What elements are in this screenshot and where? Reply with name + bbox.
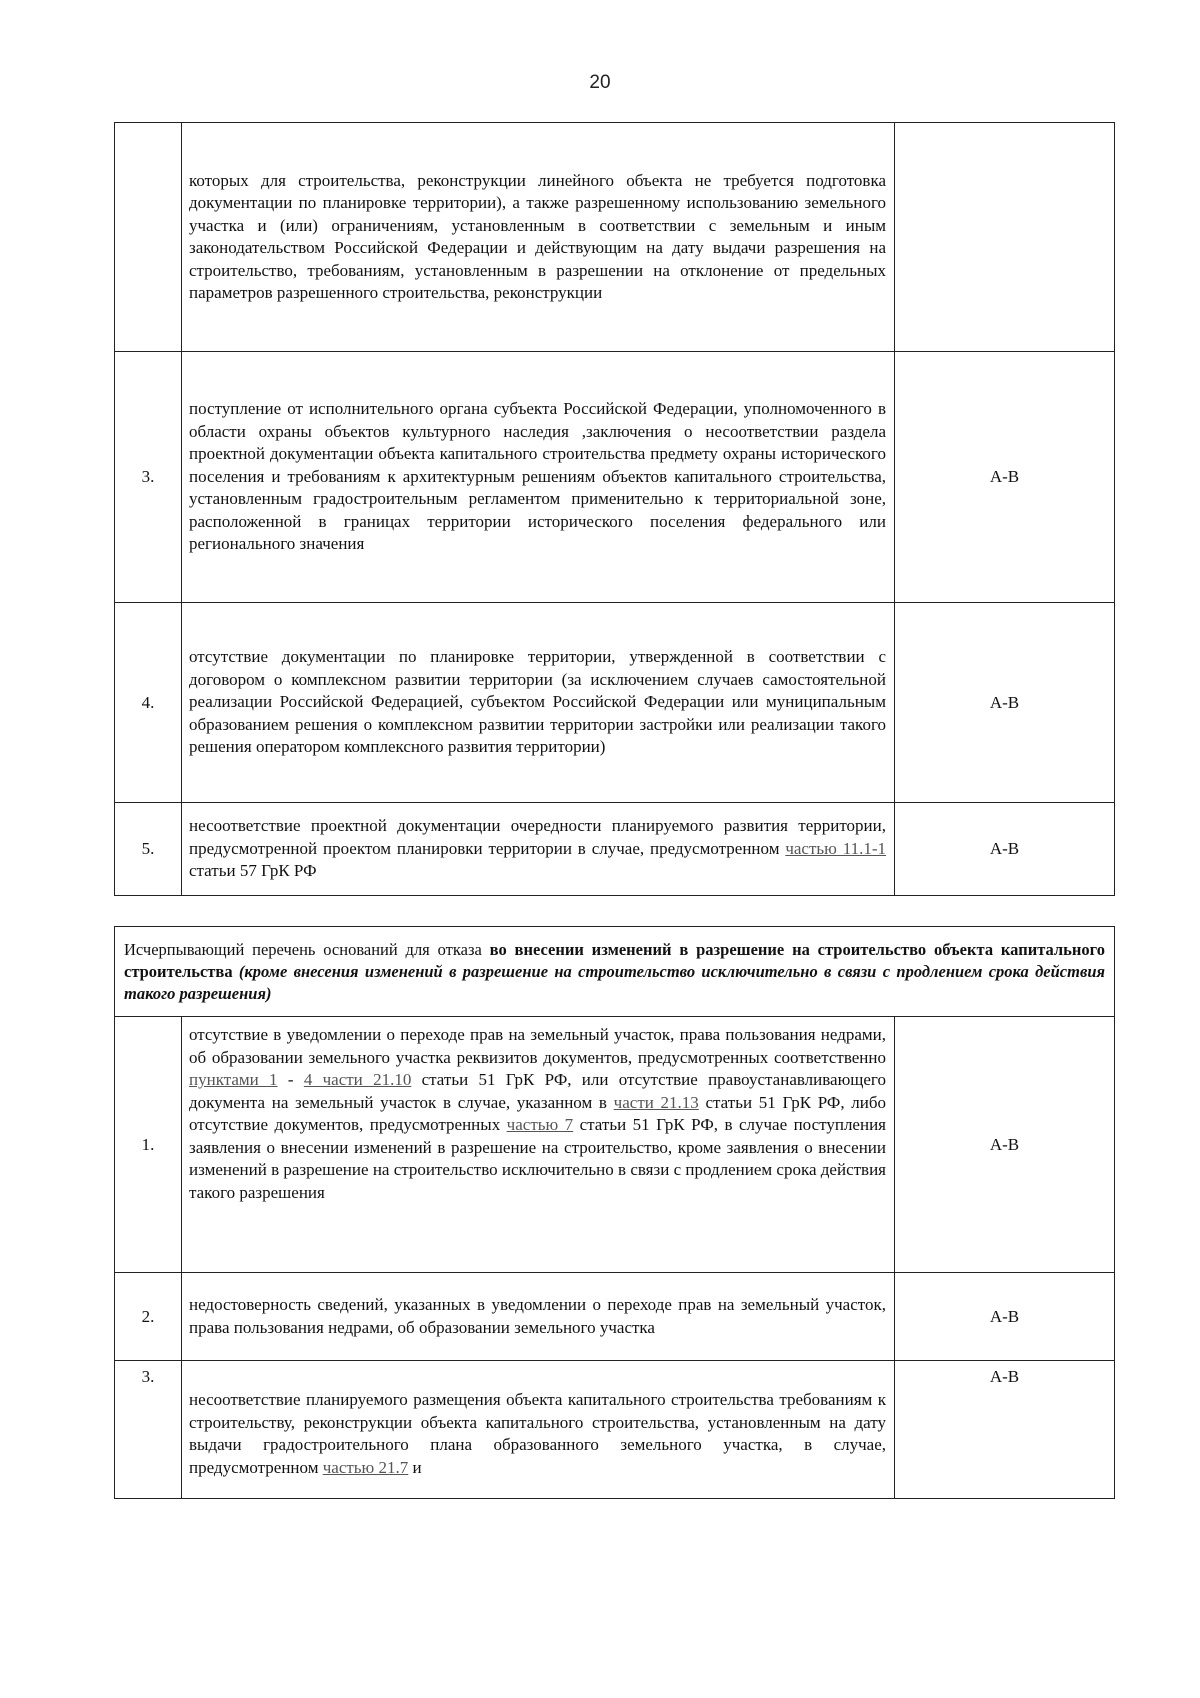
law-reference-link[interactable]: пунктами 1 xyxy=(189,1070,278,1089)
row-number: 5. xyxy=(115,803,182,896)
row-code: А-В xyxy=(895,1361,1115,1499)
row-code: А-В xyxy=(895,1017,1115,1273)
row-text: отсутствие в уведомлении о переходе прав на земельный участок, права пользования недрами, об образовании земельного участка реквизитов документов, предусмотренных соответственно пунктами 1 - 4 части 21.10 статьи 51 ГрК РФ, или отсутствие правоустанавливающего документа на земельный участок в случае, указанном в части 21.13 статьи 51 ГрК РФ, либо отсутствие документов, предусмотренных частью 7 статьи 51 ГрК РФ, в случае поступления заявления о внесении изменений в разрешение на строительство, кроме заявления о внесении изменений в разрешение на строительство исключительно в связи с продлением срока действия такого разрешения xyxy=(182,1017,895,1273)
row-code xyxy=(895,123,1115,352)
row-code: А-В xyxy=(895,603,1115,803)
row-text: которых для строительства, реконструкции линейного объекта не требуется подготовка документации по планировке территории), а также разрешенному использованию земельного участка и (или) ограничениям, установленным в соответствии с земельным и иным законодательством Российской Федерации и действующим на дату выдачи разрешения на строительство, требованиям, установленным в разрешении на отклонение от предельных параметров разрешенного строительства, реконструкции xyxy=(182,123,895,352)
row-code: А-В xyxy=(895,803,1115,896)
row-text: отсутствие документации по планировке территории, утвержденной в соответствии с договором о комплексном развитии территории (за исключением случаев самостоятельной реализации Российской Федерацией, субъектом Российской Федерации или муниципальным образованием решения о комплексном развитии территории застройки или реализации такого решения оператором комплексного развития территории) xyxy=(182,603,895,803)
row-number: 3. xyxy=(115,1361,182,1499)
amendment-refusal-grounds-table xyxy=(114,926,1115,1499)
row-number xyxy=(115,123,182,352)
table-row xyxy=(115,1273,1115,1361)
row-text: поступление от исполнительного органа субъекта Российской Федерации, уполномоченного в области охраны объектов культурного наследия ,заключения о несоответствии раздела проектной документации объекта капитального строительства предмету охраны исторического поселения и требованиям к архитектурным решениям объектов капитального строительства, установленным градостроительным регламентом применительно к территориальной зоне, расположенной в границах территории исторического поселения федерального или регионального значения xyxy=(182,352,895,603)
law-reference-link[interactable]: части 21.13 xyxy=(613,1092,699,1112)
row-text: недостоверность сведений, указанных в уведомлении о переходе прав на земельный участок, права пользования недрами, об образовании земельного участка xyxy=(182,1273,895,1361)
table-row xyxy=(115,1017,1115,1273)
table-row xyxy=(115,352,1115,603)
table-row xyxy=(115,803,1115,896)
table-header: Исчерпывающий перечень оснований для отказа во внесении изменений в разрешение на строительство объекта капитального строительства (кроме внесения изменений в разрешение на строительство исключительно в связи с продлением срока действия такого разрешения) xyxy=(115,927,1115,1017)
row-text: несоответствие планируемого размещения объекта капитального строительства требованиям к строительству, реконструкции объекта капитального строительства, установленным на дату выдачи градостроительного плана образованного земельного участка, в случае, предусмотренном частью 21.7 и xyxy=(182,1361,895,1499)
row-text: несоответствие проектной документации очередности планируемого развития территории, предусмотренной проектом планировки территории в случае, предусмотренном частью 11.1-1 статьи 57 ГрК РФ xyxy=(182,803,895,896)
table-row xyxy=(115,1361,1115,1499)
row-number: 3. xyxy=(115,352,182,603)
row-code: А-В xyxy=(895,1273,1115,1361)
page-number: 20 xyxy=(589,72,611,93)
table-row xyxy=(115,123,1115,352)
table-row xyxy=(115,603,1115,803)
table-header-row xyxy=(115,927,1115,1017)
row-number: 2. xyxy=(115,1273,182,1361)
law-reference-link[interactable]: частью 7 xyxy=(506,1115,574,1134)
row-code: А-В xyxy=(895,352,1115,603)
row-number: 4. xyxy=(115,603,182,803)
law-reference-link[interactable]: частью 21.7 xyxy=(322,1457,409,1477)
row-number: 1. xyxy=(115,1017,182,1273)
grounds-table-continued xyxy=(114,122,1115,896)
law-reference-link[interactable]: 4 части 21.10 xyxy=(303,1070,412,1089)
law-reference-link[interactable]: частью 11.1-1 xyxy=(785,838,887,858)
